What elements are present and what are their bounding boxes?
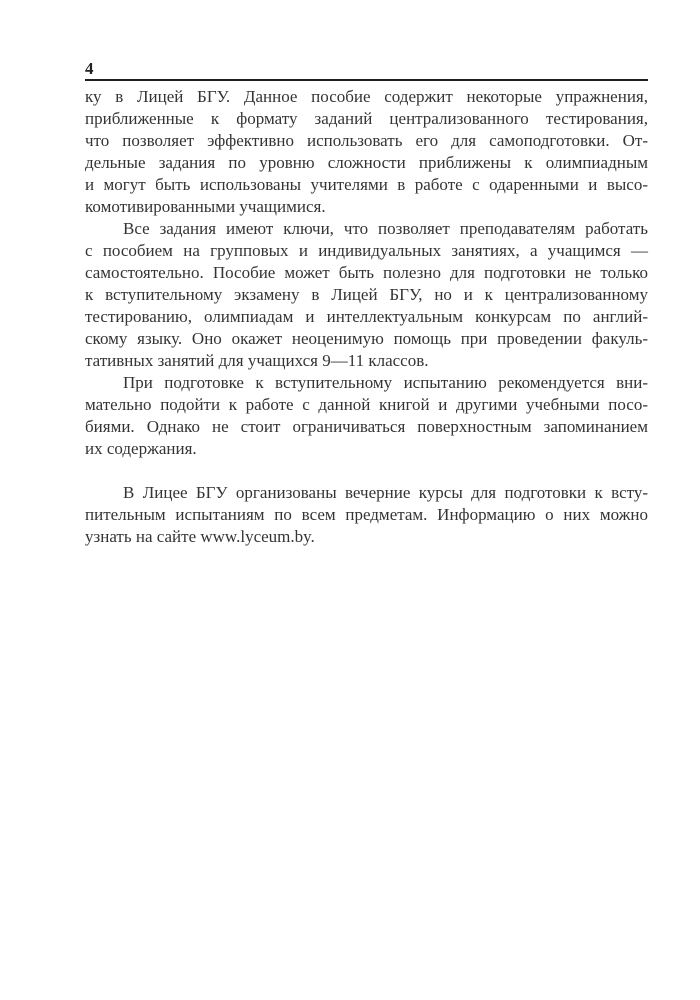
text-line: пительным испытаниям по всем предметам. Информацию о них можно	[85, 505, 648, 524]
text-line: тативных занятий для учащихся 9—11 классов.	[85, 351, 429, 370]
page-number: 4	[85, 59, 94, 78]
paragraph-1	[85, 86, 648, 218]
text-line: что позволяет эффективно использовать его для самоподготовки. От-	[85, 131, 648, 150]
text-line: приближенные к формату заданий централизованного тестирования,	[85, 109, 648, 128]
paragraph-2	[85, 218, 648, 372]
text-line: биями. Однако не стоит ограничиваться поверхностным запоминанием	[85, 417, 648, 436]
header-rule	[85, 79, 648, 81]
text-line: В Лицее БГУ организованы вечерние курсы для подготовки к всту-	[123, 483, 648, 502]
text-line: комотивированными учащимися.	[85, 197, 326, 216]
text-line: и могут быть использованы учителями в работе с одаренными и высо-	[85, 175, 648, 194]
text-line: тестированию, олимпиадам и интеллектуальным конкурсам по англий-	[85, 307, 648, 326]
text-line: узнать на сайте www.lyceum.by.	[85, 527, 315, 546]
text-line: При подготовке к вступительному испытанию рекомендуется вни-	[123, 373, 648, 392]
page-text-block	[85, 86, 648, 548]
text-line: самостоятельно. Пособие может быть полезно для подготовки не только	[85, 263, 648, 282]
text-line: мательно подойти к работе с данной книгой и другими учебными посо-	[85, 395, 648, 414]
text-line: скому языку. Оно окажет неоценимую помощь при проведении факуль-	[85, 329, 648, 348]
paragraph-3	[85, 372, 648, 460]
text-line: дельные задания по уровню сложности приближены к олимпиадным	[85, 153, 648, 172]
text-line: их содержания.	[85, 439, 197, 458]
text-line: к вступительному экзамену в Лицей БГУ, но и к централизованному	[85, 285, 648, 304]
text-line: с пособием на групповых и индивидуальных занятиях, а учащимся —	[85, 241, 648, 260]
text-line: Все задания имеют ключи, что позволяет преподавателям работать	[123, 219, 648, 238]
paragraph-4	[85, 482, 648, 548]
text-line: ку в Лицей БГУ. Данное пособие содержит некоторые упражнения,	[85, 87, 648, 106]
